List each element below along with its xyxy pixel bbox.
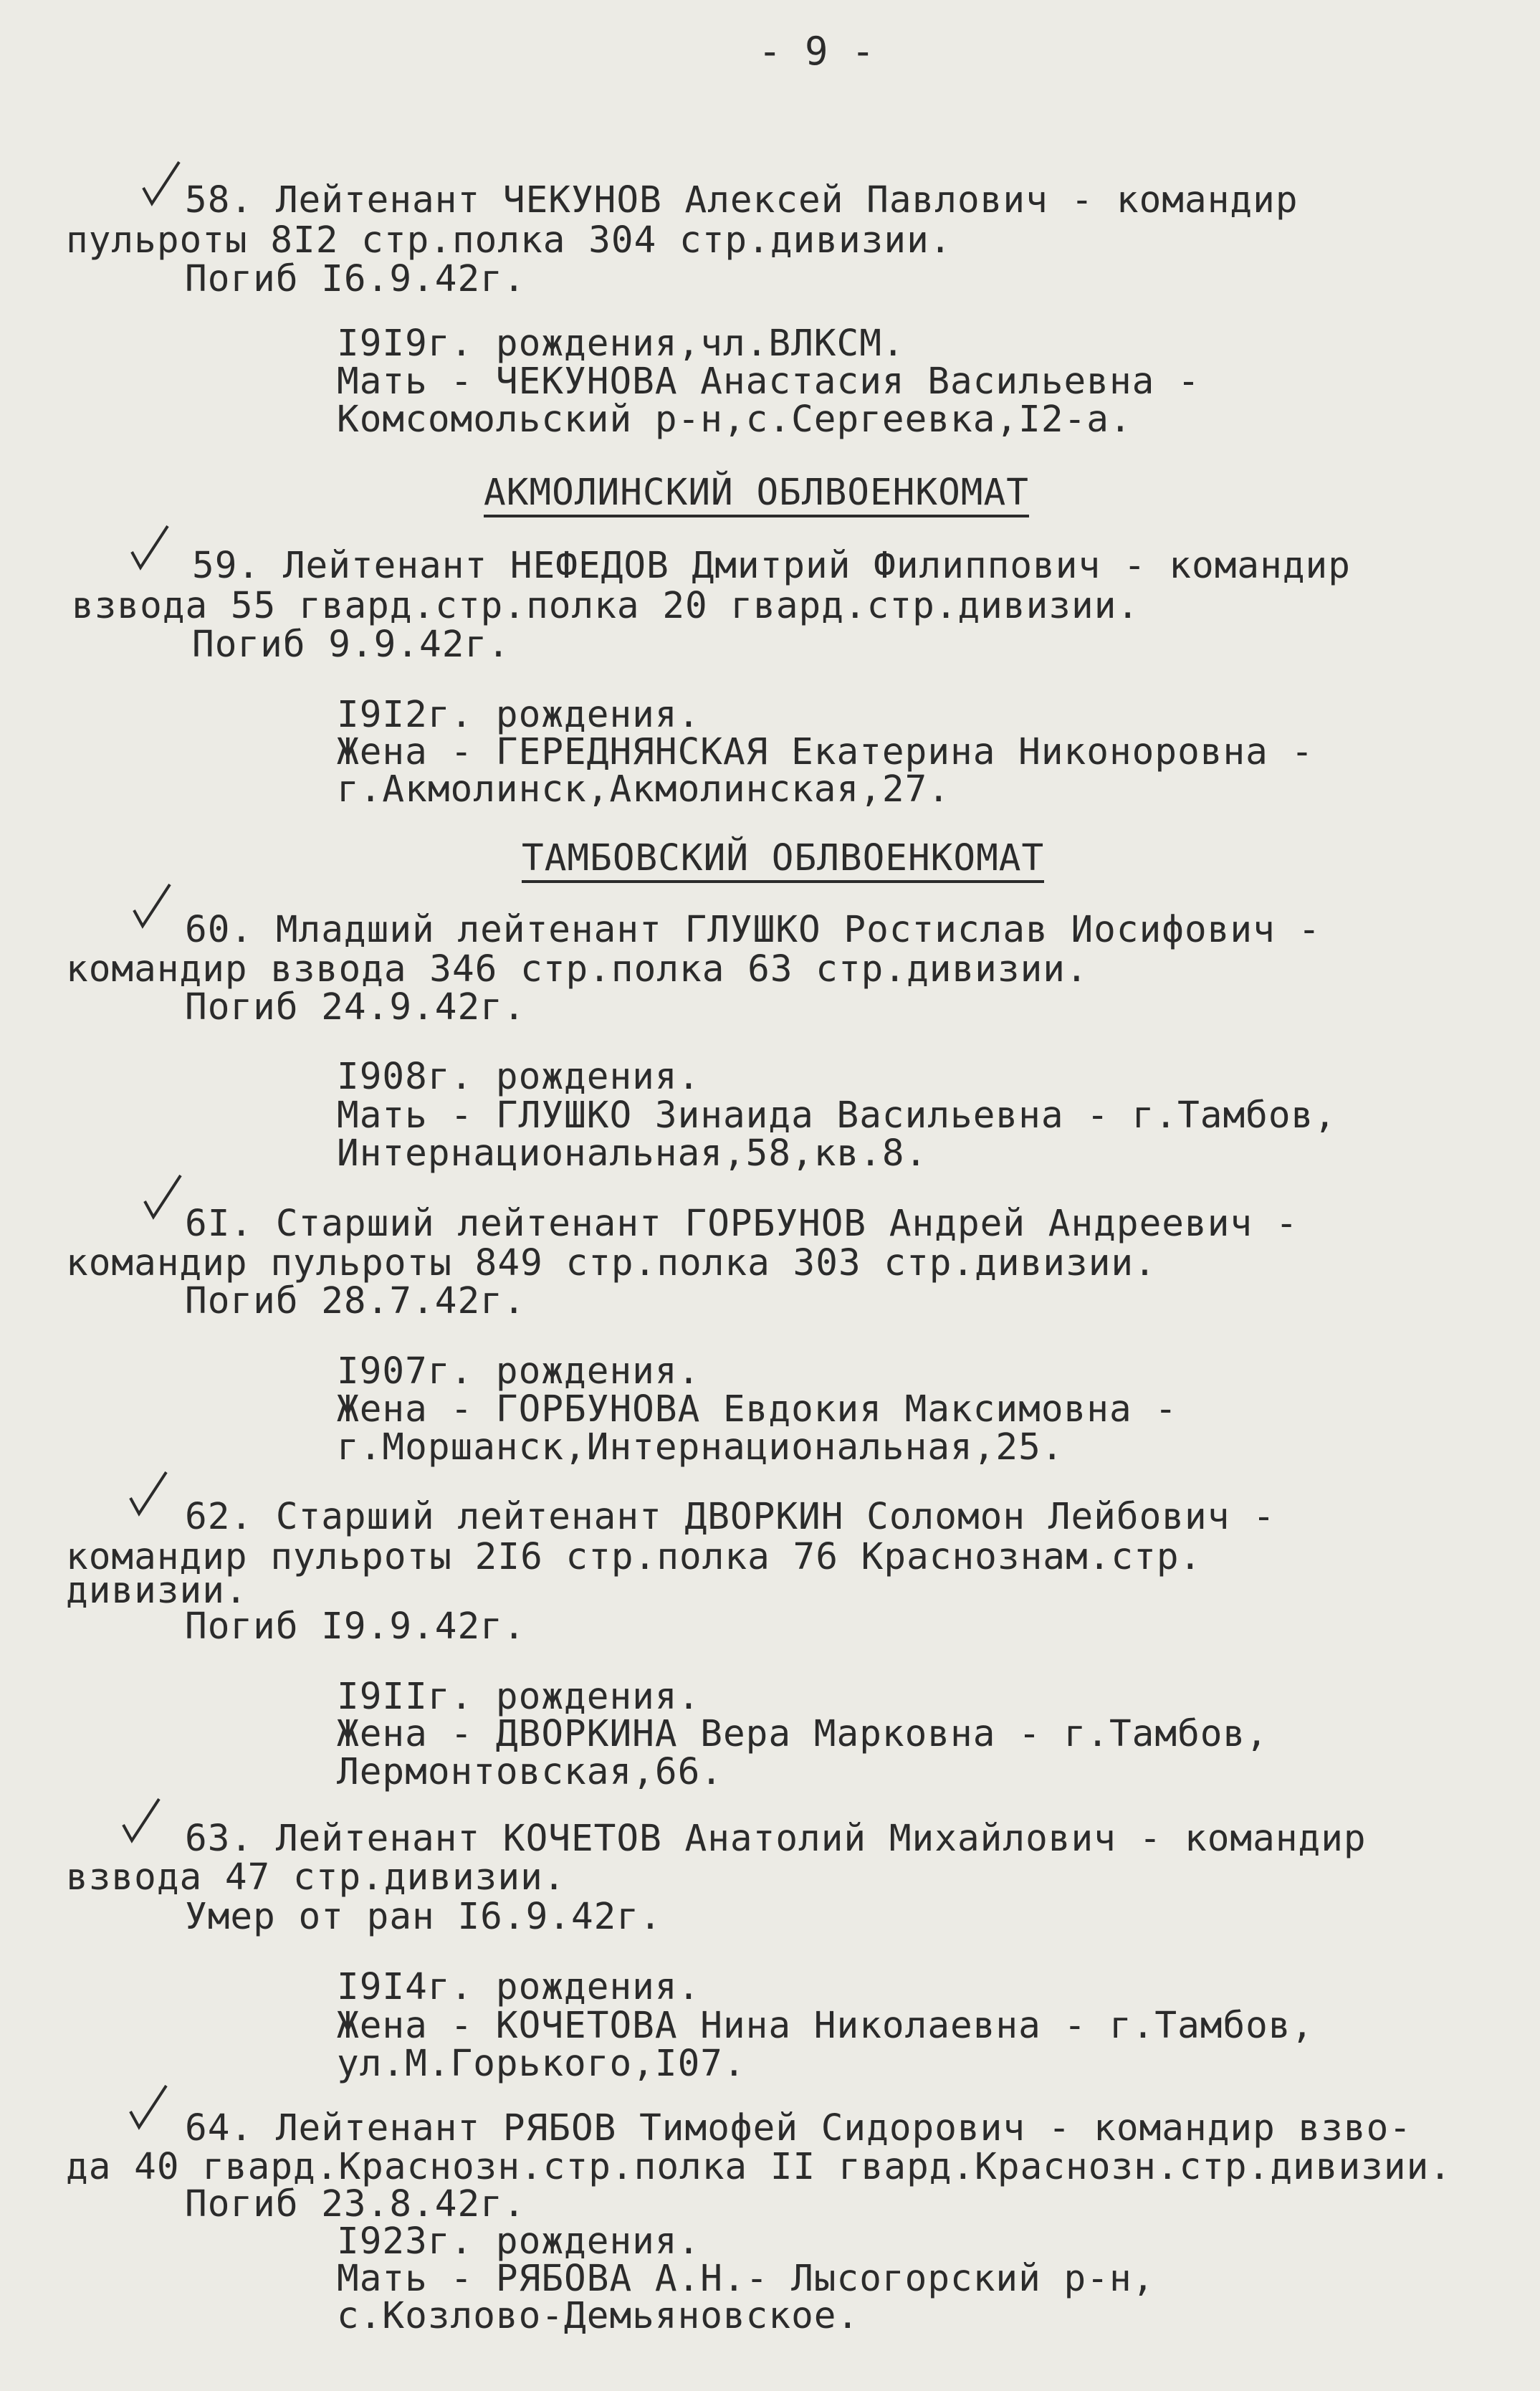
entry-63-line-1: 63. Лейтенант КОЧЕТОВ Анатолий Михайлович - командир bbox=[185, 1818, 1367, 1860]
entry-62-line-5: I9IIг. рождения. bbox=[337, 1676, 701, 1718]
entry-62-line-6: Жена - ДВОРКИНА Вера Марковна - г.Тамбов, bbox=[337, 1713, 1268, 1755]
checkmark-icon bbox=[142, 1173, 185, 1223]
entry-62-line-3: дивизии. bbox=[66, 1570, 248, 1612]
entry-62-line-1: 62. Старший лейтенант ДВОРКИН Соломон Лейбович - bbox=[185, 1496, 1276, 1538]
entry-64-line-4: I923г. рождения. bbox=[337, 2220, 701, 2263]
checkmark-icon bbox=[128, 1469, 171, 1519]
entry-59-line-1: 59. Лейтенант НЕФЕДОВ Дмитрий Филиппович - командир bbox=[192, 545, 1351, 587]
entry-60-line-3: Погиб 24.9.42г. bbox=[185, 986, 526, 1029]
checkmark-icon bbox=[129, 523, 172, 573]
entry-63-line-2: взвода 47 стр.дивизии. bbox=[66, 1856, 566, 1899]
entry-58-line-3: Погиб I6.9.42г. bbox=[185, 258, 526, 300]
entry-58-line-2: пульроты 8I2 стр.полка 304 стр.дивизии. bbox=[66, 219, 952, 262]
entry-58-line-4: I9I9г. рождения,чл.ВЛКСМ. bbox=[337, 323, 905, 365]
entry-64-line-1: 64. Лейтенант РЯБОВ Тимофей Сидорович - командир взво- bbox=[185, 2107, 1412, 2149]
heading-akmolinsk: АКМОЛИНСКИЙ ОБЛВОЕНКОМАТ bbox=[484, 472, 1029, 517]
entry-63-line-3: Умер от ран I6.9.42г. bbox=[185, 1896, 662, 1938]
checkmark-icon bbox=[120, 1796, 163, 1846]
entry-59-line-5: Жена - ГЕРЕДНЯНСКАЯ Екатерина Никоноровна - bbox=[337, 731, 1314, 773]
heading-tambov: ТАМБОВСКИЙ ОБЛВОЕНКОМАТ bbox=[522, 837, 1044, 883]
entry-64-line-6: с.Козлово-Демьяновское. bbox=[337, 2295, 860, 2337]
entry-60-line-2: командир взвода 346 стр.полка 63 стр.дивизии. bbox=[66, 948, 1089, 991]
entry-61-line-2: командир пульроты 849 стр.полка 303 стр.дивизии. bbox=[66, 1242, 1157, 1284]
entry-60-line-1: 60. Младший лейтенант ГЛУШКО Ростислав Иосифович - bbox=[185, 909, 1321, 951]
entry-58-line-1: 58. Лейтенант ЧЕКУНОВ Алексей Павлович - командир bbox=[185, 179, 1299, 221]
entry-63-line-6: ул.М.Горького,I07. bbox=[337, 2043, 746, 2085]
entry-61-line-4: I907г. рождения. bbox=[337, 1350, 701, 1393]
entry-64-line-2: да 40 гвард.Краснозн.стр.полка II гвард.Краснозн.стр.дивизии. bbox=[66, 2146, 1452, 2188]
entry-59-line-2: взвода 55 гвард.стр.полка 20 гвард.стр.дивизии. bbox=[72, 585, 1140, 627]
checkmark-icon bbox=[128, 2083, 171, 2133]
checkmark-icon bbox=[140, 159, 183, 209]
entry-62-line-4: Погиб I9.9.42г. bbox=[185, 1605, 526, 1648]
entry-62-line-2: командир пульроты 2I6 стр.полка 76 Краснознам.стр. bbox=[66, 1536, 1202, 1578]
checkmark-icon bbox=[131, 882, 174, 932]
entry-61-line-3: Погиб 28.7.42г. bbox=[185, 1280, 526, 1322]
entry-63-line-5: Жена - КОЧЕТОВА Нина Николаевна - г.Тамбов, bbox=[337, 2005, 1314, 2047]
entry-63-line-4: I9I4г. рождения. bbox=[337, 1966, 701, 2008]
entry-60-line-4: I908г. рождения. bbox=[337, 1056, 701, 1098]
entry-60-line-6: Интернациональная,58,кв.8. bbox=[337, 1132, 928, 1175]
page-number: - 9 - bbox=[758, 29, 875, 74]
entry-64-line-3: Погиб 23.8.42г. bbox=[185, 2183, 526, 2225]
entry-59-line-6: г.Акмолинск,Акмолинская,27. bbox=[337, 768, 951, 811]
entry-61-line-5: Жена - ГОРБУНОВА Евдокия Максимовна - bbox=[337, 1388, 1178, 1431]
entry-59-line-3: Погиб 9.9.42г. bbox=[192, 624, 510, 666]
entry-60-line-5: Мать - ГЛУШКО Зинаида Васильевна - г.Тамбов, bbox=[337, 1094, 1337, 1137]
entry-58-line-6: Комсомольский р-н,с.Сергеевка,I2-а. bbox=[337, 398, 1132, 441]
entry-64-line-5: Мать - РЯБОВА А.Н.- Лысогорский р-н, bbox=[337, 2258, 1155, 2300]
entry-59-line-4: I9I2г. рождения. bbox=[337, 694, 701, 736]
entry-62-line-7: Лермонтовская,66. bbox=[337, 1751, 723, 1793]
entry-61-line-1: 6I. Старший лейтенант ГОРБУНОВ Андрей Андреевич - bbox=[185, 1203, 1299, 1245]
entry-58-line-5: Мать - ЧЕКУНОВА Анастасия Васильевна - bbox=[337, 361, 1200, 403]
entry-61-line-6: г.Моршанск,Интернациональная,25. bbox=[337, 1426, 1064, 1469]
